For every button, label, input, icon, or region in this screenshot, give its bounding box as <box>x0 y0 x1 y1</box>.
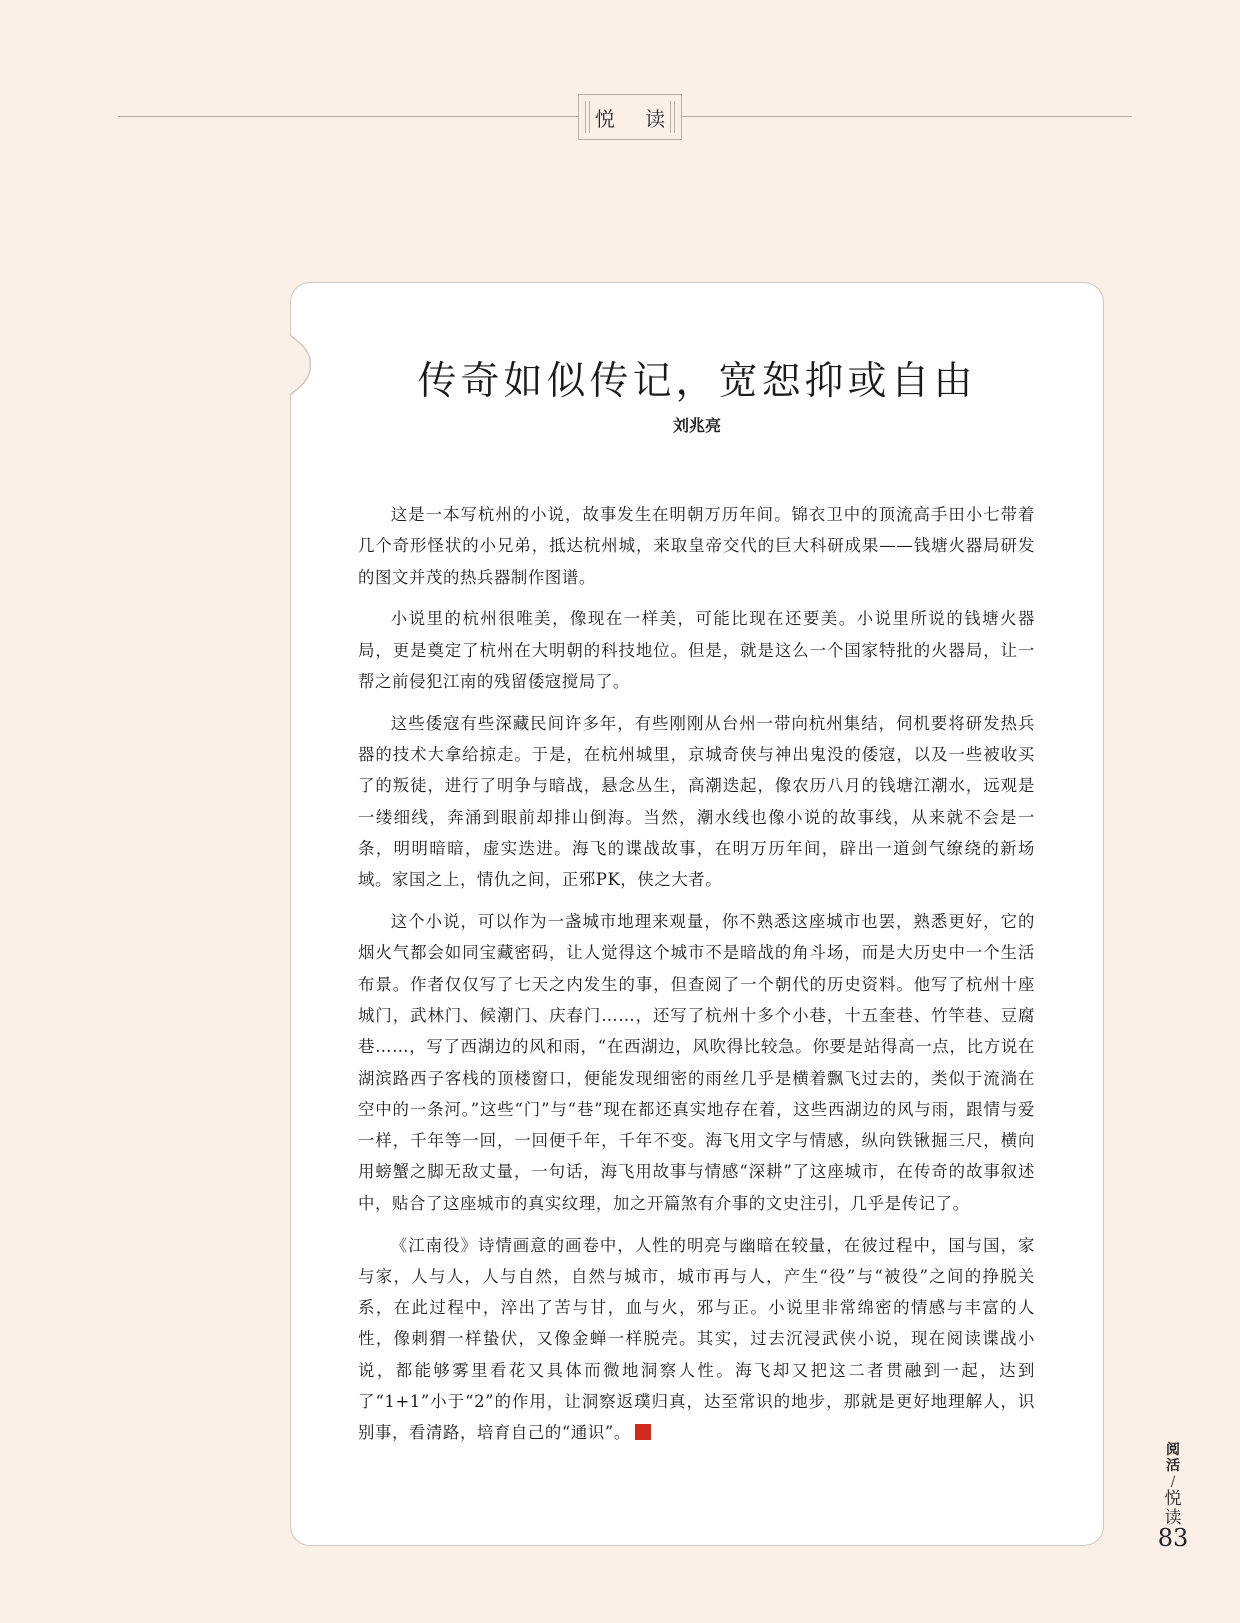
article-title: 传奇如似传记，宽恕抑或自由 <box>417 359 977 404</box>
section-tag-label: 悦 读 <box>594 106 678 131</box>
header-rule-left <box>118 116 578 117</box>
magazine-name: 阅活 <box>1166 1442 1180 1474</box>
section-tag <box>578 94 682 140</box>
paragraph-last <box>358 1230 1035 1449</box>
article-body <box>358 499 1035 1459</box>
header-rule-right <box>682 116 1132 117</box>
paragraph-text: 《江南役》诗情画意的画卷中，人性的明亮与幽暗在较量，在彼过程中，国与国，家与家，人与人，人与自然，自然与城市，城市再与人，产生“役”与“被役”之间的挣脱关系，在此过程中，淬出了苦与甘，血与火，邪与正。小说里非常绵密的情感与丰富的人性，像刺猬一样蛰伏，又像金蝉一样脱壳。其实，过去沉浸武侠小说，现在阅读谍战小说，都能够雾里看花又具体而微地洞察人性。海飞却又把这二者贯融到一起，达到了“1+1”小于“2”的作用，让洞察返璞归真，达至常识的地步，那就是更好地理解人，识别事，看清路，培育自己的“通识”。 <box>358 1235 1035 1443</box>
article-author: 刘兆亮 <box>672 416 721 435</box>
end-mark-icon <box>635 1424 651 1440</box>
paragraph: 这个小说，可以作为一盏城市地理来观量，你不熟悉这座城市也罢，熟悉更好，它的烟火气都会如同宝藏密码，让人觉得这个城市不是暗战的角斗场，而是大历史中一个生活布景。作者仅仅写了七天之内发生的事，但查阅了一个朝代的历史资料。他写了杭州十座城门，武林门、候潮门、庆春门……，还写了杭州十多个小巷，十五奎巷、竹竿巷、豆腐巷……，写了西湖边的风和雨，“在西湖边，风吹得比较急。你要是站得高一点，比方说在湖滨路西子客栈的顶楼窗口，便能发现细密的雨丝几乎是横着飘飞过去的，类似于流淌在空中的一条河。”这些“门”与“巷”现在都还真实地存在着，这些西湖边的风与雨，跟情与爱一样，千年等一回，一回便千年，千年不变。海飞用文字与情感，纵向铁锹掘三尺，横向用螃蟹之脚无敌丈量，一句话，海飞用故事与情感“深耕”了这座城市，在传奇的故事叙述中，贴合了这座城市的真实纹理，加之开篇煞有介事的文史注引，几乎是传记了。 <box>358 912 1035 1213</box>
paragraph: 这些倭寇有些深藏民间许多年，有些刚刚从台州一带向杭州集结，伺机要将研发热兵器的技术大拿给掠走。于是，在杭州城里，京城奇侠与神出鬼没的倭寇，以及一些被收买了的叛徒，进行了明争与暗战，悬念丛生，高潮迭起，像农历八月的钱塘江潮水，远观是一缕细线，奔涌到眼前却排山倒海。当然，潮水线也像小说的故事线，从来就不会是一条，明明暗暗，虚实迭进。海飞的谍战故事，在明万历年间，辟出一道剑气缭绕的新场域。家国之上，情仇之间，正邪PK，侠之大者。 <box>358 713 1035 890</box>
paragraph: 这是一本写杭州的小说，故事发生在明朝万历年间。锦衣卫中的顶流高手田小七带着几个奇形怪状的小兄弟，抵达杭州城，来取皇帝交代的巨大科研成果——钱塘火器局研发的图文并茂的热兵器制作图谱。 <box>358 505 1035 587</box>
paragraph: 小说里的杭州很唯美，像现在一样美，可能比现在还要美。小说里所说的钱塘火器局，更是奠定了杭州在大明朝的科技地位。但是，就是这么一个国家特批的火器局，让一帮之前侵犯江南的残留倭寇搅局了。 <box>358 609 1035 691</box>
magazine-side-label <box>1162 1442 1184 1528</box>
side-section-name: 悦读 <box>1164 1489 1182 1528</box>
page-number: 83 <box>1157 1524 1189 1552</box>
side-slash: / <box>1170 1474 1176 1490</box>
